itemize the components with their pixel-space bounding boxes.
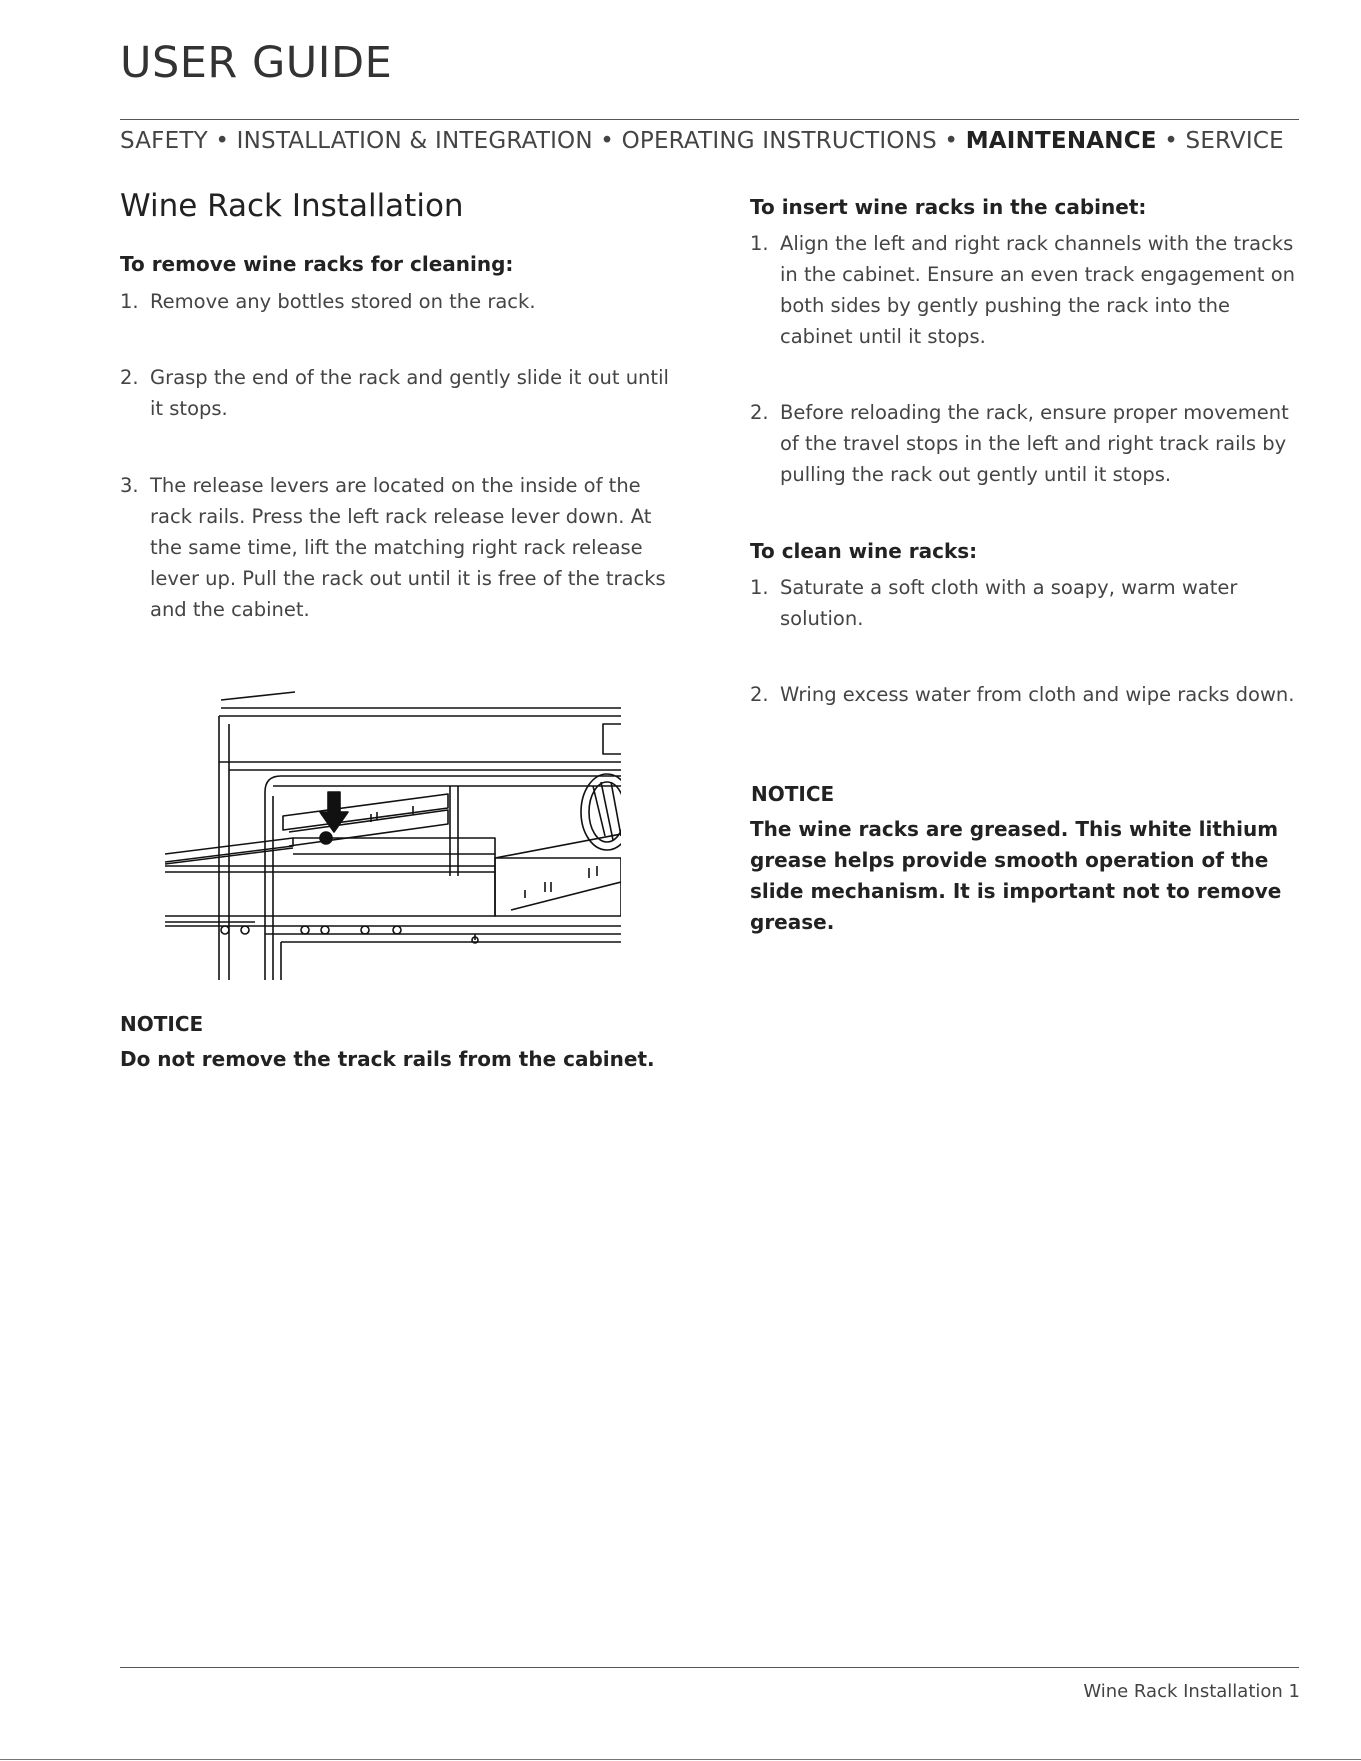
clean-heading: To clean wine racks:	[750, 539, 978, 563]
insert-step-2: 2. Before reloading the rack, ensure proper movement of the travel stops in the left and right track rails by pulling the rack out gently until it stops.	[750, 401, 1289, 486]
notice-text-right: The wine racks are greased. This white lithium grease helps provide smooth operation of the slide mechanism. It is important not to remove grease.	[750, 817, 1282, 934]
nav-safety[interactable]: SAFETY	[120, 128, 208, 154]
wine-rack-illustration	[165, 686, 621, 980]
clean-step-1: 1. Saturate a soft cloth with a soapy, warm water solution.	[750, 576, 1238, 630]
section-nav	[120, 128, 1300, 154]
clean-step-2: 2. Wring excess water from cloth and wipe racks down.	[750, 683, 1295, 706]
nav-operating[interactable]: OPERATING INSTRUCTIONS	[621, 128, 937, 154]
notice-label-right: NOTICE	[751, 782, 835, 806]
remove-heading: To remove wine racks for cleaning:	[120, 252, 514, 276]
page-trim-line	[0, 1759, 1361, 1760]
notice-text-left: Do not remove the track rails from the cabinet.	[120, 1047, 655, 1071]
page-title: USER GUIDE	[120, 38, 393, 88]
nav-maintenance[interactable]: MAINTENANCE	[965, 128, 1157, 154]
nav-separator: •	[944, 128, 959, 154]
footer-page-label: Wine Rack Installation 1	[1083, 1681, 1300, 1702]
remove-step-3: 3. The release levers are located on the inside of the rack rails. Press the left rack release lever down. At the same time, lift the matching right rack release lever up. Pull the rack out until it is free of the tracks and the cabinet.	[120, 474, 666, 621]
nav-separator: •	[1164, 128, 1178, 154]
nav-service[interactable]: SERVICE	[1185, 128, 1284, 154]
remove-step-2: 2. Grasp the end of the rack and gently slide it out until it stops.	[120, 366, 669, 420]
insert-heading: To insert wine racks in the cabinet:	[750, 195, 1147, 219]
section-title: Wine Rack Installation	[120, 188, 464, 224]
insert-step-1: 1. Align the left and right rack channels with the tracks in the cabinet. Ensure an even track engagement on both sides by gently pushing the rack into the cabinet until it stops.	[750, 232, 1295, 348]
nav-separator: •	[215, 128, 230, 154]
remove-step-1: 1. Remove any bottles stored on the rack.	[120, 290, 536, 313]
nav-installation[interactable]: INSTALLATION & INTEGRATION	[236, 128, 593, 154]
header-divider	[120, 119, 1299, 120]
nav-separator: •	[600, 128, 615, 154]
notice-label-left: NOTICE	[120, 1012, 204, 1036]
footer-divider	[120, 1667, 1299, 1668]
